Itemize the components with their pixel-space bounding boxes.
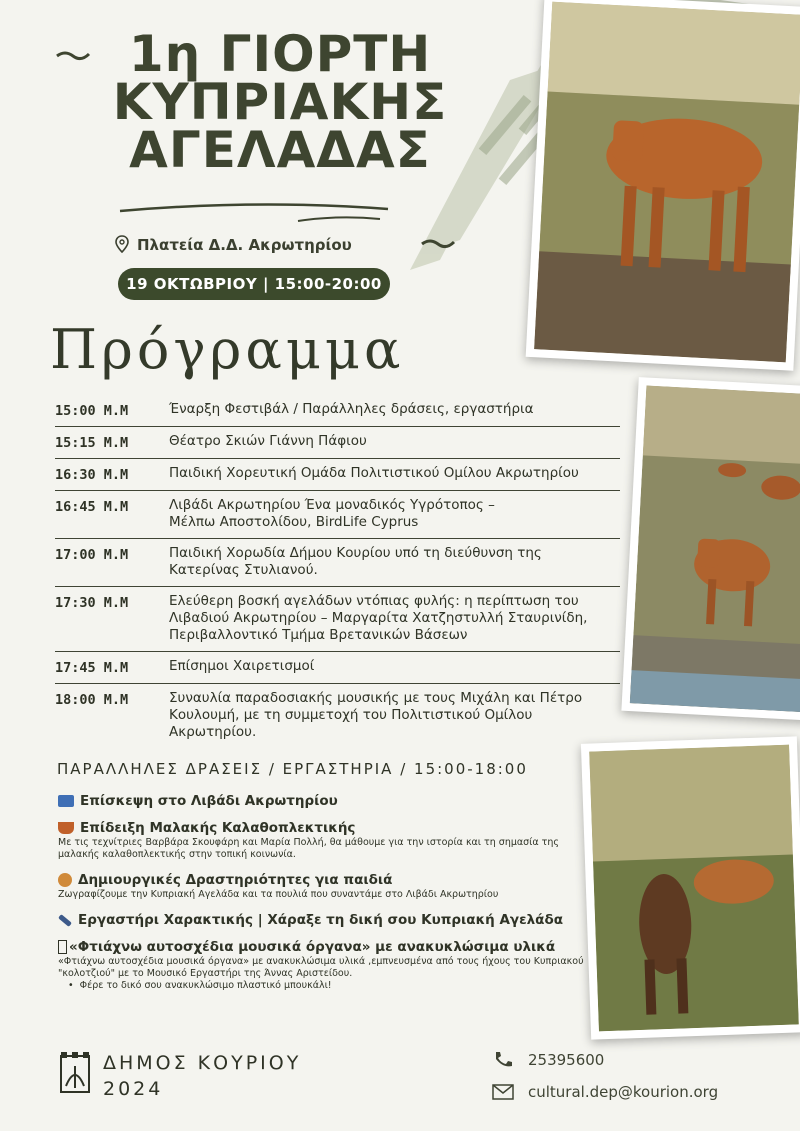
schedule-time: 17:45 Μ.Μ: [55, 660, 129, 676]
activity-description: Με τις τεχνίτριες Βαρβάρα Σκουφάρη και Μαρία Πολλή, θα μάθουμε για την ιστορία και τη σημασία της μαλακής καλαθοπλεκτικής στην τοπική κοινωνία.: [58, 837, 559, 860]
activities-list: [58, 793, 598, 1002]
schedule-event: Επίσημοι Χαιρετισμοί: [169, 658, 315, 674]
activity-item: [58, 820, 598, 861]
schedule-event: Παιδική Χορωδία Δήμου Κουρίου υπό τη διεύθυνση της Κατερίνας Στυλιανού.: [169, 545, 542, 578]
parallel-activities-heading: ΠΑΡΑΛΛΗΛΕΣ ΔΡΑΣΕΙΣ / ΕΡΓΑΣΤΗΡΙΑ / 15:00-18:00: [57, 760, 528, 778]
location-pin-icon: [115, 235, 129, 253]
activity-name: Επίδειξη Μαλακής Καλαθοπλεκτικής: [80, 820, 356, 836]
schedule-event: Λιβάδι Ακρωτηρίου Ένα μοναδικός Υγρότοπος – Μέλπω Αποστολίδου, BirdLife Cyprus: [169, 497, 495, 530]
pen-icon: [58, 914, 72, 927]
municipality-logo-icon: [58, 1050, 92, 1098]
activity-item: [58, 872, 598, 901]
schedule-row: [55, 539, 620, 587]
schedule-event: Συναυλία παραδοσιακής μουσικής με τους Μιχάλη και Πέτρο Κουλουμή, με τη συμμετοχή του Πολιτιστικού Ομίλου Ακρωτηρίου.: [169, 690, 583, 740]
cow-photo-3: [581, 736, 800, 1039]
schedule-row: [55, 395, 620, 427]
schedule-row: [55, 587, 620, 652]
activity-item: [58, 793, 598, 809]
cow-photo-2: [621, 377, 800, 721]
schedule-event: Θέατρο Σκιών Γιάννη Πάφιου: [169, 433, 367, 449]
squiggle-right: [420, 236, 456, 250]
activity-description: Ζωγραφίζουμε την Κυπριακή Αγελάδα και τα πουλιά που συναντάμε στο Λιβάδι Ακρωτηρίου: [58, 889, 499, 900]
basket-icon: [58, 822, 74, 834]
activity-name: «Φτιάχνω αυτοσχέδια μουσικά όργανα» με ανακυκλώσιμα υλικά: [69, 939, 556, 955]
event-title: [60, 25, 500, 179]
cow-photo-1: [526, 0, 800, 371]
email-address[interactable]: cultural.dep@kourion.org: [528, 1083, 719, 1101]
municipality-name-line: ΔΗΜΟΣ ΚΟΥΡΙΟΥ: [103, 1052, 302, 1074]
title-line-2: ΚΥΠΡΙΑΚΗΣ: [112, 73, 448, 131]
schedule-time: 18:00 Μ.Μ: [55, 692, 129, 708]
municipality-year: 2024: [103, 1078, 164, 1100]
phone-icon: [492, 1051, 514, 1069]
schedule-row: [55, 427, 620, 459]
schedule-time: 17:30 Μ.Μ: [55, 595, 129, 611]
schedule-table: [55, 395, 620, 748]
activity-name: Επίσκεψη στο Λιβάδι Ακρωτηρίου: [80, 793, 338, 809]
activity-name: Εργαστήρι Χαρακτικής | Χάραξε τη δική σου Κυπριακή Αγελάδα: [78, 912, 564, 928]
program-heading: Πρόγραμμα: [50, 318, 405, 381]
contact-email: [492, 1083, 718, 1101]
municipality-name: [103, 1050, 301, 1102]
activity-item: [58, 912, 598, 928]
schedule-time: 15:00 Μ.Μ: [55, 403, 129, 419]
bus-icon: [58, 795, 74, 807]
contact-phone: [492, 1051, 604, 1069]
schedule-event: Παιδική Χορευτική Ομάδα Πολιτιστικού Ομίλου Ακρωτηρίου: [169, 465, 579, 481]
location-text: Πλατεία Δ.Δ. Ακρωτηρίου: [137, 236, 352, 254]
schedule-time: 15:15 Μ.Μ: [55, 435, 129, 451]
activity-bullet-text: Φέρε το δικό σου ανακυκλώσιμο πλαστικό μπουκάλι!: [79, 980, 332, 991]
schedule-time: 17:00 Μ.Μ: [55, 547, 129, 563]
email-icon: [492, 1083, 514, 1101]
title-underline: [118, 197, 398, 227]
title-line-1: 1η ΓΙΟΡΤΗ: [128, 25, 432, 83]
location: [115, 235, 352, 254]
missing-glyph-icon: [58, 940, 67, 954]
palette-icon: [58, 873, 72, 887]
date-time-badge: 19 ΟΚΤΩΒΡΙΟΥ | 15:00-20:00: [118, 268, 390, 300]
activity-item: [58, 939, 598, 991]
activity-name: Δημιουργικές Δραστηριότητες για παιδιά: [78, 872, 393, 888]
activity-description: «Φτιάχνω αυτοσχέδια μουσικά όργανα» με ανακυκλώσιμα υλικά ,εμπνευσμένα από τους ήχους του Κυπριακού "κολοτζιού" με το Μουσικό Εργαστήρι της Άννας Αριστείδου.: [58, 956, 584, 979]
phone-number[interactable]: 25395600: [528, 1051, 605, 1069]
schedule-time: 16:45 Μ.Μ: [55, 499, 129, 515]
schedule-event: Έναρξη Φεστιβάλ / Παράλληλες δράσεις, εργαστήρια: [169, 401, 534, 417]
schedule-time: 16:30 Μ.Μ: [55, 467, 129, 483]
schedule-row: [55, 491, 620, 539]
schedule-event: Ελεύθερη βοσκή αγελάδων ντόπιας φυλής: η περίπτωση του Λιβαδιού Ακρωτηρίου – Μαργαρίτα Χατζηστυλλή Σταυρινίδη, Περιβαλλοντικό Τμήμα Βρετανικών Βάσεων: [169, 593, 588, 643]
schedule-row: [55, 459, 620, 491]
schedule-row: [55, 684, 620, 748]
schedule-row: [55, 652, 620, 684]
activity-bullet: • Φέρε το δικό σου ανακυκλώσιμο πλαστικό μπουκάλι!: [68, 980, 332, 991]
title-line-3: ΑΓΕΛΑΔΑΣ: [129, 121, 431, 179]
